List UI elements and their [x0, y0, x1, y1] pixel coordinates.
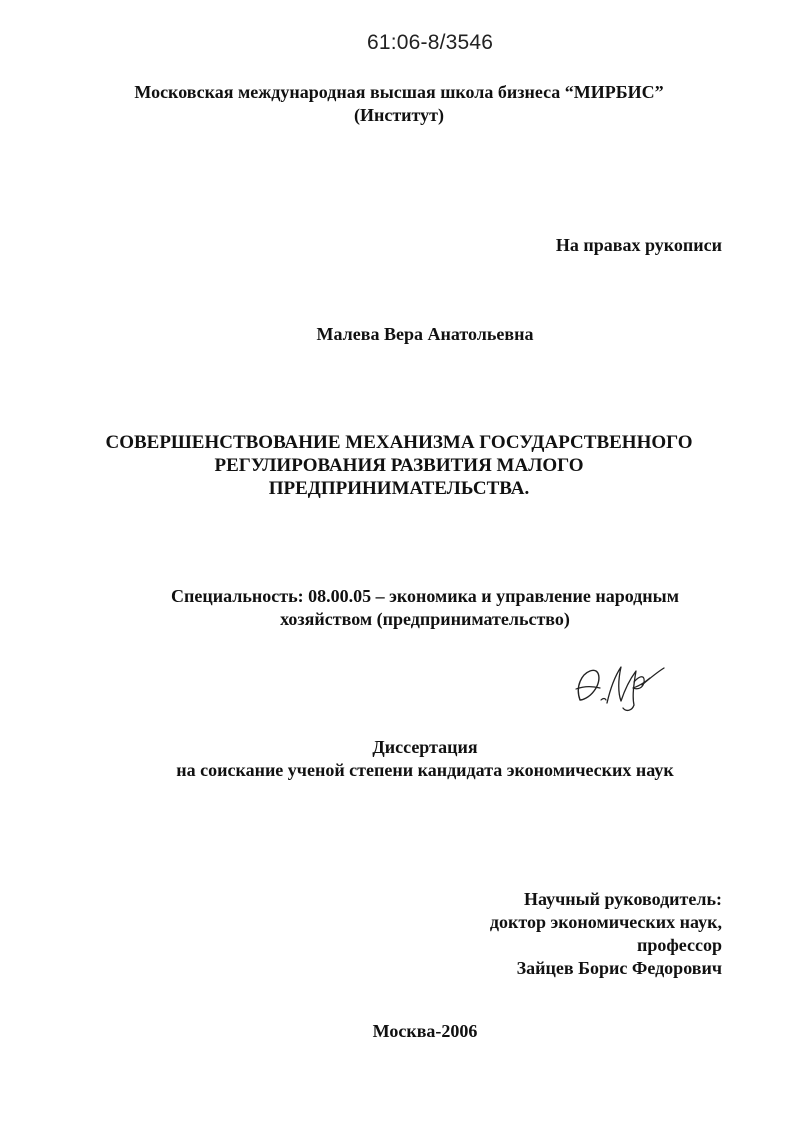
supervisor-name: Зайцев Борис Федорович — [516, 958, 722, 978]
city-year: Москва-2006 — [372, 1021, 478, 1041]
supervisor-degree: доктор экономических наук, — [489, 912, 722, 932]
dissertation-title-line-3: ПРЕДПРИНИМАТЕЛЬСТВА. — [268, 478, 530, 499]
author-name: Малева Вера Анатольевна — [316, 324, 534, 344]
specialty-line-2: хозяйством (предпринимательство) — [280, 609, 570, 629]
institution-type: (Институт) — [353, 105, 444, 125]
catalog-number: 61:06-8/3546 — [367, 31, 494, 54]
dissertation-title-line-1: СОВЕРШЕНСТВОВАНИЕ МЕХАНИЗМА ГОСУДАРСТВЕННОГО — [105, 432, 693, 453]
rights-notice: На правах рукописи — [555, 235, 722, 255]
specialty-line-1: Специальность: 08.00.05 – экономика и управление народным — [171, 586, 679, 606]
handwritten-signature — [572, 658, 667, 712]
supervisor-rank: профессор — [636, 935, 722, 955]
degree-purpose: на соискание ученой степени кандидата экономических наук — [176, 760, 674, 780]
institution-name: Московская международная высшая школа бизнеса “МИРБИС” — [134, 82, 664, 102]
supervisor-label: Научный руководитель: — [524, 889, 722, 909]
dissertation-title-line-2: РЕГУЛИРОВАНИЯ РАЗВИТИЯ МАЛОГО — [214, 455, 584, 476]
dissertation-label: Диссертация — [372, 737, 478, 757]
